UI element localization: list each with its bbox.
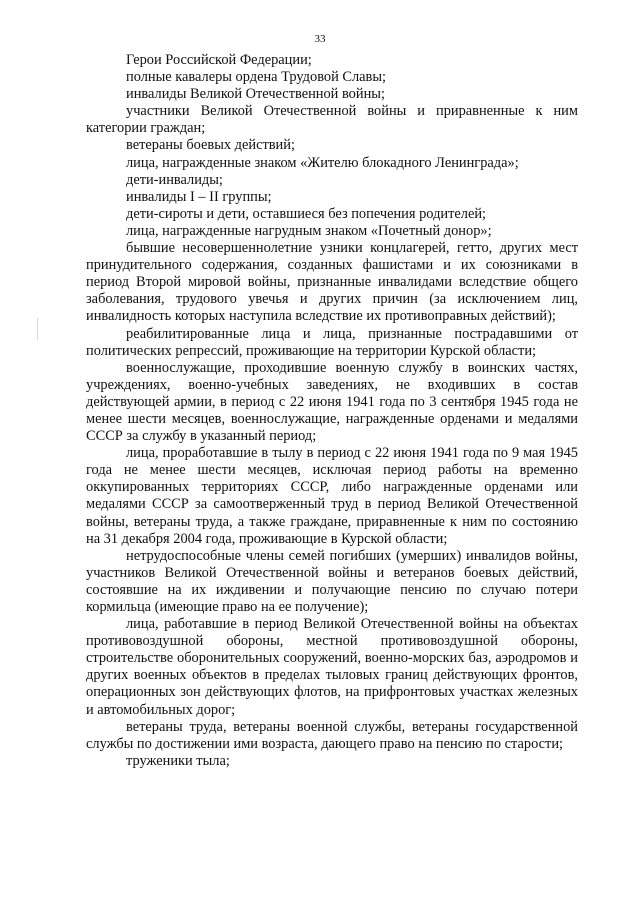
list-item: ветераны боевых действий; [126,137,295,154]
list-item: труженики тыла; [126,752,230,769]
list-item: Герои Российской Федерации; [126,52,312,68]
list-item: участники Великой Отечественной войны и приравненные к ним категории граждан; [86,103,578,137]
list-item: лица, награжденные знаком «Жителю блокадного Ленинграда»; [126,154,519,171]
list-item: инвалиды Великой Отечественной войны; [126,86,385,103]
page-number: 33 [314,33,326,45]
list-item: полные кавалеры ордена Трудовой Славы; [126,69,387,86]
list-item: лица, работавшие в период Великой Отечественной войны на объектах противовоздушной обороны, местной противовоздушной обороны, строительстве оборонительных сооружений, военно-морских баз, аэродромов и других военных объектов в пределах тыловых границ действующих фронтов, операционных зон действующих флотов, на прифронтовых участках железных и автомобильных дорог; [86,616,578,718]
document-body [86,52,578,770]
list-item: лица, проработавшие в тылу в период с 22 июня 1941 года по 9 мая 1945 года не менее шести месяцев, исключая период работы на временно оккупированных территориях СССР, либо награжденные орденами или медалями СССР за самоотверженный труд в период Великой Отечественной войны, ветераны труда, а также граждане, приравненные к ним по состоянию на 31 декабря 2004 года, проживающие в Курской области; [86,445,578,547]
list-item: бывшие несовершеннолетние узники концлагерей, гетто, других мест принудительного содержания, созданных фашистами и их союзниками в период Второй мировой войны, признанные инвалидами вследствие общего заболевания, трудового увечья и других причин (за исключением лиц, инвалидность которых наступила вследствие их противоправных действий); [86,240,578,325]
list-item: военнослужащие, проходившие военную службу в воинских частях, учреждениях, военно-учебных заведениях, не входивших в состав действующей армии, в период с 22 июня 1941 года по 3 сентября 1945 года не менее шести месяцев, военнослужащие, награжденные орденами и медалями СССР за службу в указанный период; [86,359,578,445]
list-item: дети-сироты и дети, оставшиеся без попечения родителей; [126,205,487,222]
list-item: реабилитированные лица и лица, признанные пострадавшими от политических репрессий, проживающие на территории Курской области; [86,325,578,359]
list-item: инвалиды I – II группы; [126,188,272,205]
list-item: лица, награжденные нагрудным знаком «Почетный донор»; [126,222,492,239]
list-item: дети-инвалиды; [126,171,223,188]
scan-margin-mark [37,318,38,340]
list-item: ветераны труда, ветераны военной службы, ветераны государственной службы по достижении ими возраста, дающего право на пенсию по старости; [86,718,578,752]
list-item: нетрудоспособные члены семей погибших (умерших) инвалидов войны, участников Великой Отечественной войны и ветеранов боевых действий, состоявшие на их иждивении и получающие пенсию по случаю потери кормильца (имеющие право на ее получение); [86,547,578,615]
